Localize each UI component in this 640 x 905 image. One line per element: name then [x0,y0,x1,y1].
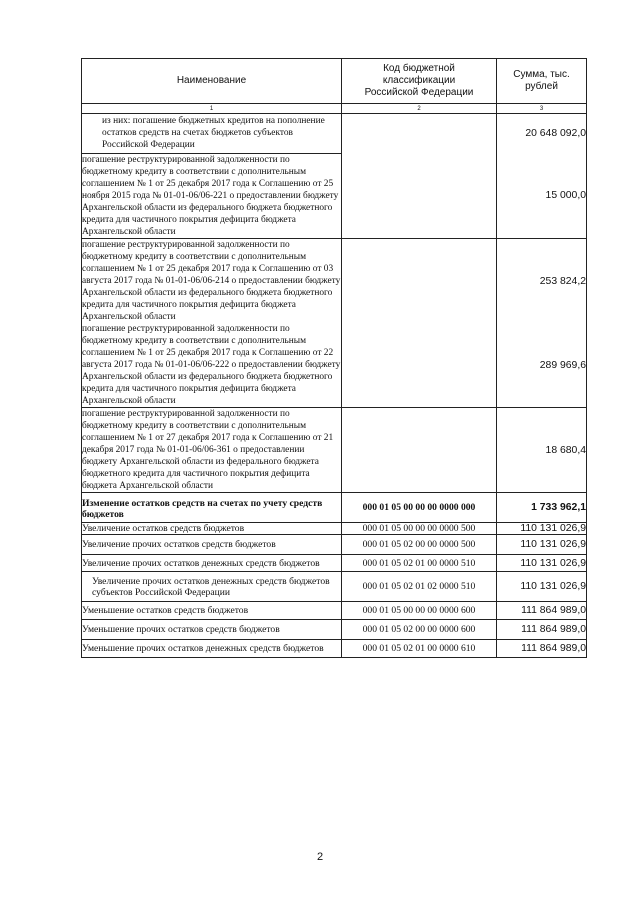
column-number-2: 2 [342,104,497,114]
row-sum: 111 864 989,0 [497,602,587,620]
row-code [342,114,497,154]
table-row [82,239,587,324]
table-row [82,493,587,523]
row-code [342,239,497,324]
row-name: из них: погашение бюджетных кредитов на пополнение остатков средств на счетах бюджетов субъектов Российской Федерации [82,114,342,154]
table-row [82,572,587,602]
table-row [82,555,587,572]
row-name: погашение реструктурированной задолженности по бюджетному кредиту в соответствии с дополнительным соглашением № 1 от 25 декабря 2017 года к Соглашению от 22 августа 2017 года № 01-01-06/06-222 о предоставлении бюджету Архангельской области из федерального бюджета бюджетного кредита для частичного покрытия дефицита бюджета Архангельской области [82,324,341,406]
row-sum: 289 969,6 [497,323,587,408]
table-row [82,535,587,555]
row-code: 000 01 05 00 00 00 0000 600 [342,602,497,620]
row-sum: 1 733 962,1 [497,493,587,523]
row-name: погашение реструктурированной задолженности по бюджетному кредиту в соответствии с дополнительным соглашением № 1 от 27 декабря 2017 года к Соглашению от 21 декабря 2017 года № 01-01-06/06-361 о предоставлении бюджету Архангельской области из федерального бюджета бюджетного кредита для частичного покрытия дефицита бюджета Архангельской области [82,408,342,493]
table-row [82,323,587,408]
row-code [342,323,497,408]
row-name: погашение реструктурированной задолженности по бюджетному кредиту в соответствии с дополнительным соглашением № 1 от 25 декабря 2017 года к Соглашению от 25 ноября 2015 года № 01-01-06/06-221 о предоставлении бюджету Архангельской области из федерального бюджета бюджетного кредита для частичного покрытия дефицита бюджета Архангельской области [82,154,342,239]
budget-table [81,58,587,658]
row-name: погашение реструктурированной задолженности по бюджетному кредиту в соответствии с дополнительным соглашением № 1 от 25 декабря 2017 года к Соглашению от 03 августа 2017 года № 01-01-06/06-214 о предоставлении бюджету Архангельской области из федерального бюджета бюджетного кредита для частичного покрытия дефицита бюджета Архангельской области [82,240,341,322]
table-row [82,602,587,620]
row-code [342,408,497,493]
table-row [82,154,587,239]
row-sum: 111 864 989,0 [497,620,587,640]
header-code: Код бюджетной классификации Российской Федерации [342,59,497,104]
row-code: 000 01 05 02 01 02 0000 510 [342,572,497,602]
row-code: 000 01 05 00 00 00 0000 000 [342,493,497,523]
row-sum: 18 680,4 [497,408,587,493]
header-name: Наименование [82,59,342,104]
table-row [82,640,587,658]
header-sum: Сумма, тыс. рублей [497,59,587,104]
row-sum: 110 131 026,9 [497,555,587,572]
row-sum: 253 824,2 [497,239,587,324]
row-code [342,154,497,239]
row-code: 000 01 05 02 01 00 0000 610 [342,640,497,658]
row-code: 000 01 05 02 00 00 0000 600 [342,620,497,640]
row-code: 000 01 05 02 00 00 0000 500 [342,535,497,555]
row-sum: 110 131 026,9 [497,572,587,602]
row-name: Увеличение остатков средств бюджетов [82,523,342,535]
table-row [82,408,587,493]
row-code: 000 01 05 02 01 00 0000 510 [342,555,497,572]
row-sum: 110 131 026,9 [497,523,587,535]
column-number-row [82,104,587,114]
row-name: Увеличение прочих остатков денежных средств бюджетов [82,555,342,572]
row-sum: 110 131 026,9 [497,535,587,555]
row-sum: 15 000,0 [497,154,587,239]
row-name: Уменьшение остатков средств бюджетов [82,602,342,620]
row-name: Изменение остатков средств на счетах по учету средств бюджетов [82,493,342,523]
row-sum: 111 864 989,0 [497,640,587,658]
row-sum: 20 648 092,0 [497,114,587,154]
row-name: Увеличение прочих остатков денежных средств бюджетов субъектов Российской Федерации [82,572,342,602]
row-name: Увеличение прочих остатков средств бюджетов [82,535,342,555]
column-number-3: 3 [497,104,587,114]
row-code: 000 01 05 00 00 00 0000 500 [342,523,497,535]
row-name: Уменьшение прочих остатков средств бюджетов [82,620,342,640]
column-number-1: 1 [82,104,342,114]
row-name: Уменьшение прочих остатков денежных средств бюджетов [82,640,342,658]
table-row [82,620,587,640]
table-header-row [82,59,587,104]
page-number: 2 [316,851,324,863]
table-row [82,523,587,535]
table-row [82,114,587,154]
